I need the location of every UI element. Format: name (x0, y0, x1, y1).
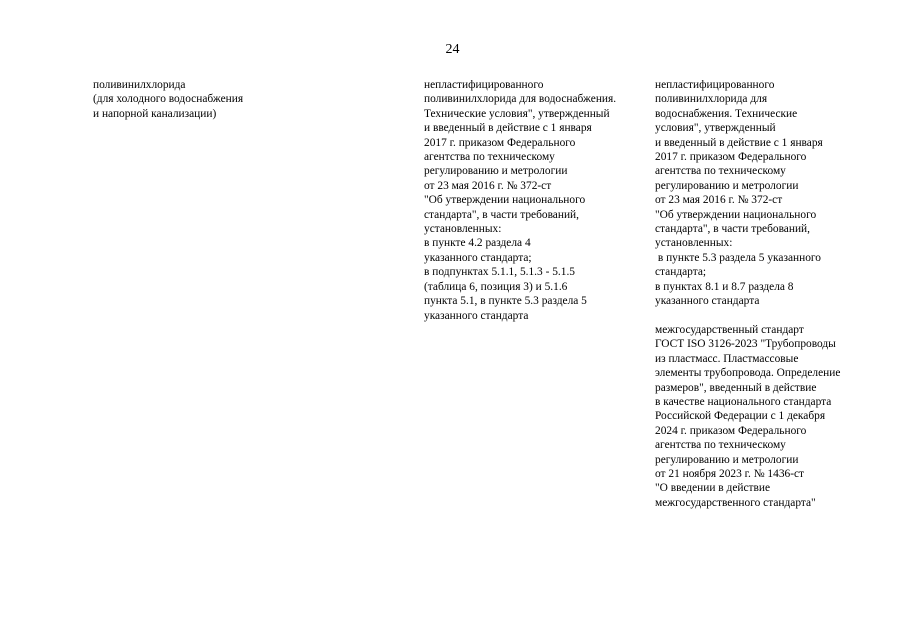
text-line: ГОСТ ISO 3126-2023 "Трубопроводы (655, 338, 836, 351)
text-line (655, 309, 895, 323)
text-line: указанного стандарта (655, 295, 760, 308)
text-line: указанного стандарта; (424, 251, 532, 264)
text-line: межгосударственный стандарт (655, 323, 804, 336)
text-line: и напорной канализации) (93, 107, 217, 120)
text-line: непластифицированного (424, 79, 544, 91)
text-line: в пунктах 8.1 и 8.7 раздела 8 (655, 280, 794, 293)
text-line: агентства по техническому (655, 165, 786, 178)
text-line: от 21 ноября 2023 г. № 1436-ст (655, 467, 805, 480)
text-line: водоснабжения. Технические (655, 107, 798, 120)
text-line: Технические условия", утвержденный (424, 107, 610, 120)
column-standard-reference-a (424, 78, 649, 323)
text-line: условия", утвержденный (655, 122, 776, 135)
text-line: в качестве национального стандарта (655, 395, 832, 408)
text-line: и введенный в действие с 1 января (424, 122, 592, 135)
text-line: в пункте 5.3 раздела 5 указанного (655, 251, 821, 264)
text-line: поливинилхлорида для (655, 93, 768, 106)
text-line: 2017 г. приказом Федерального (424, 136, 576, 149)
text-line: элементы трубопровода. Определение (655, 367, 841, 380)
text-line: из пластмасс. Пластмассовые (655, 352, 799, 365)
text-line: поливинилхлорида (93, 79, 186, 91)
text-line: поливинилхлорида для водоснабжения. (424, 93, 617, 106)
text-line: 2017 г. приказом Федерального (655, 151, 807, 164)
text-line: пункта 5.1, в пункте 5.3 раздела 5 (424, 295, 587, 308)
text-line: "О введении в действие (655, 482, 771, 495)
text-line: (таблица 6, позиция 3) и 5.1.6 (424, 280, 568, 293)
text-line: от 23 мая 2016 г. № 372-ст (655, 194, 783, 207)
text-line: установленных: (424, 223, 502, 236)
text-line: регулированию и метрологии (655, 453, 799, 466)
column-product-name (93, 78, 293, 121)
text-line: от 23 мая 2016 г. № 372-ст (424, 179, 552, 192)
text-line: 2024 г. приказом Федерального (655, 424, 807, 437)
page-number: 24 (445, 42, 460, 57)
text-line: и введенный в действие с 1 января (655, 136, 823, 149)
text-line: установленных: (655, 237, 733, 250)
text-line: в подпунктах 5.1.1, 5.1.3 - 5.1.5 (424, 266, 575, 279)
text-line: регулированию и метрологии (655, 179, 799, 192)
text-line: агентства по техническому (655, 439, 786, 452)
text-line: размеров", введенный в действие (655, 381, 817, 394)
text-line: в пункте 4.2 раздела 4 (424, 237, 531, 250)
text-line: Российской Федерации с 1 декабря (655, 410, 826, 423)
text-line: "Об утверждении национального (424, 194, 586, 207)
text-line: агентства по техническому (424, 151, 555, 164)
text-line: непластифицированного (655, 79, 775, 91)
text-line: (для холодного водоснабжения (93, 93, 244, 106)
text-line: стандарта", в части требований, (655, 223, 811, 236)
text-line: указанного стандарта (424, 309, 529, 322)
text-line: "Об утверждении национального (655, 208, 817, 221)
text-line: межгосударственного стандарта" (655, 496, 816, 509)
text-line: стандарта", в части требований, (424, 208, 580, 221)
column-standard-reference-b (655, 78, 895, 510)
text-line: регулированию и метрологии (424, 165, 568, 178)
text-line: стандарта; (655, 266, 707, 279)
